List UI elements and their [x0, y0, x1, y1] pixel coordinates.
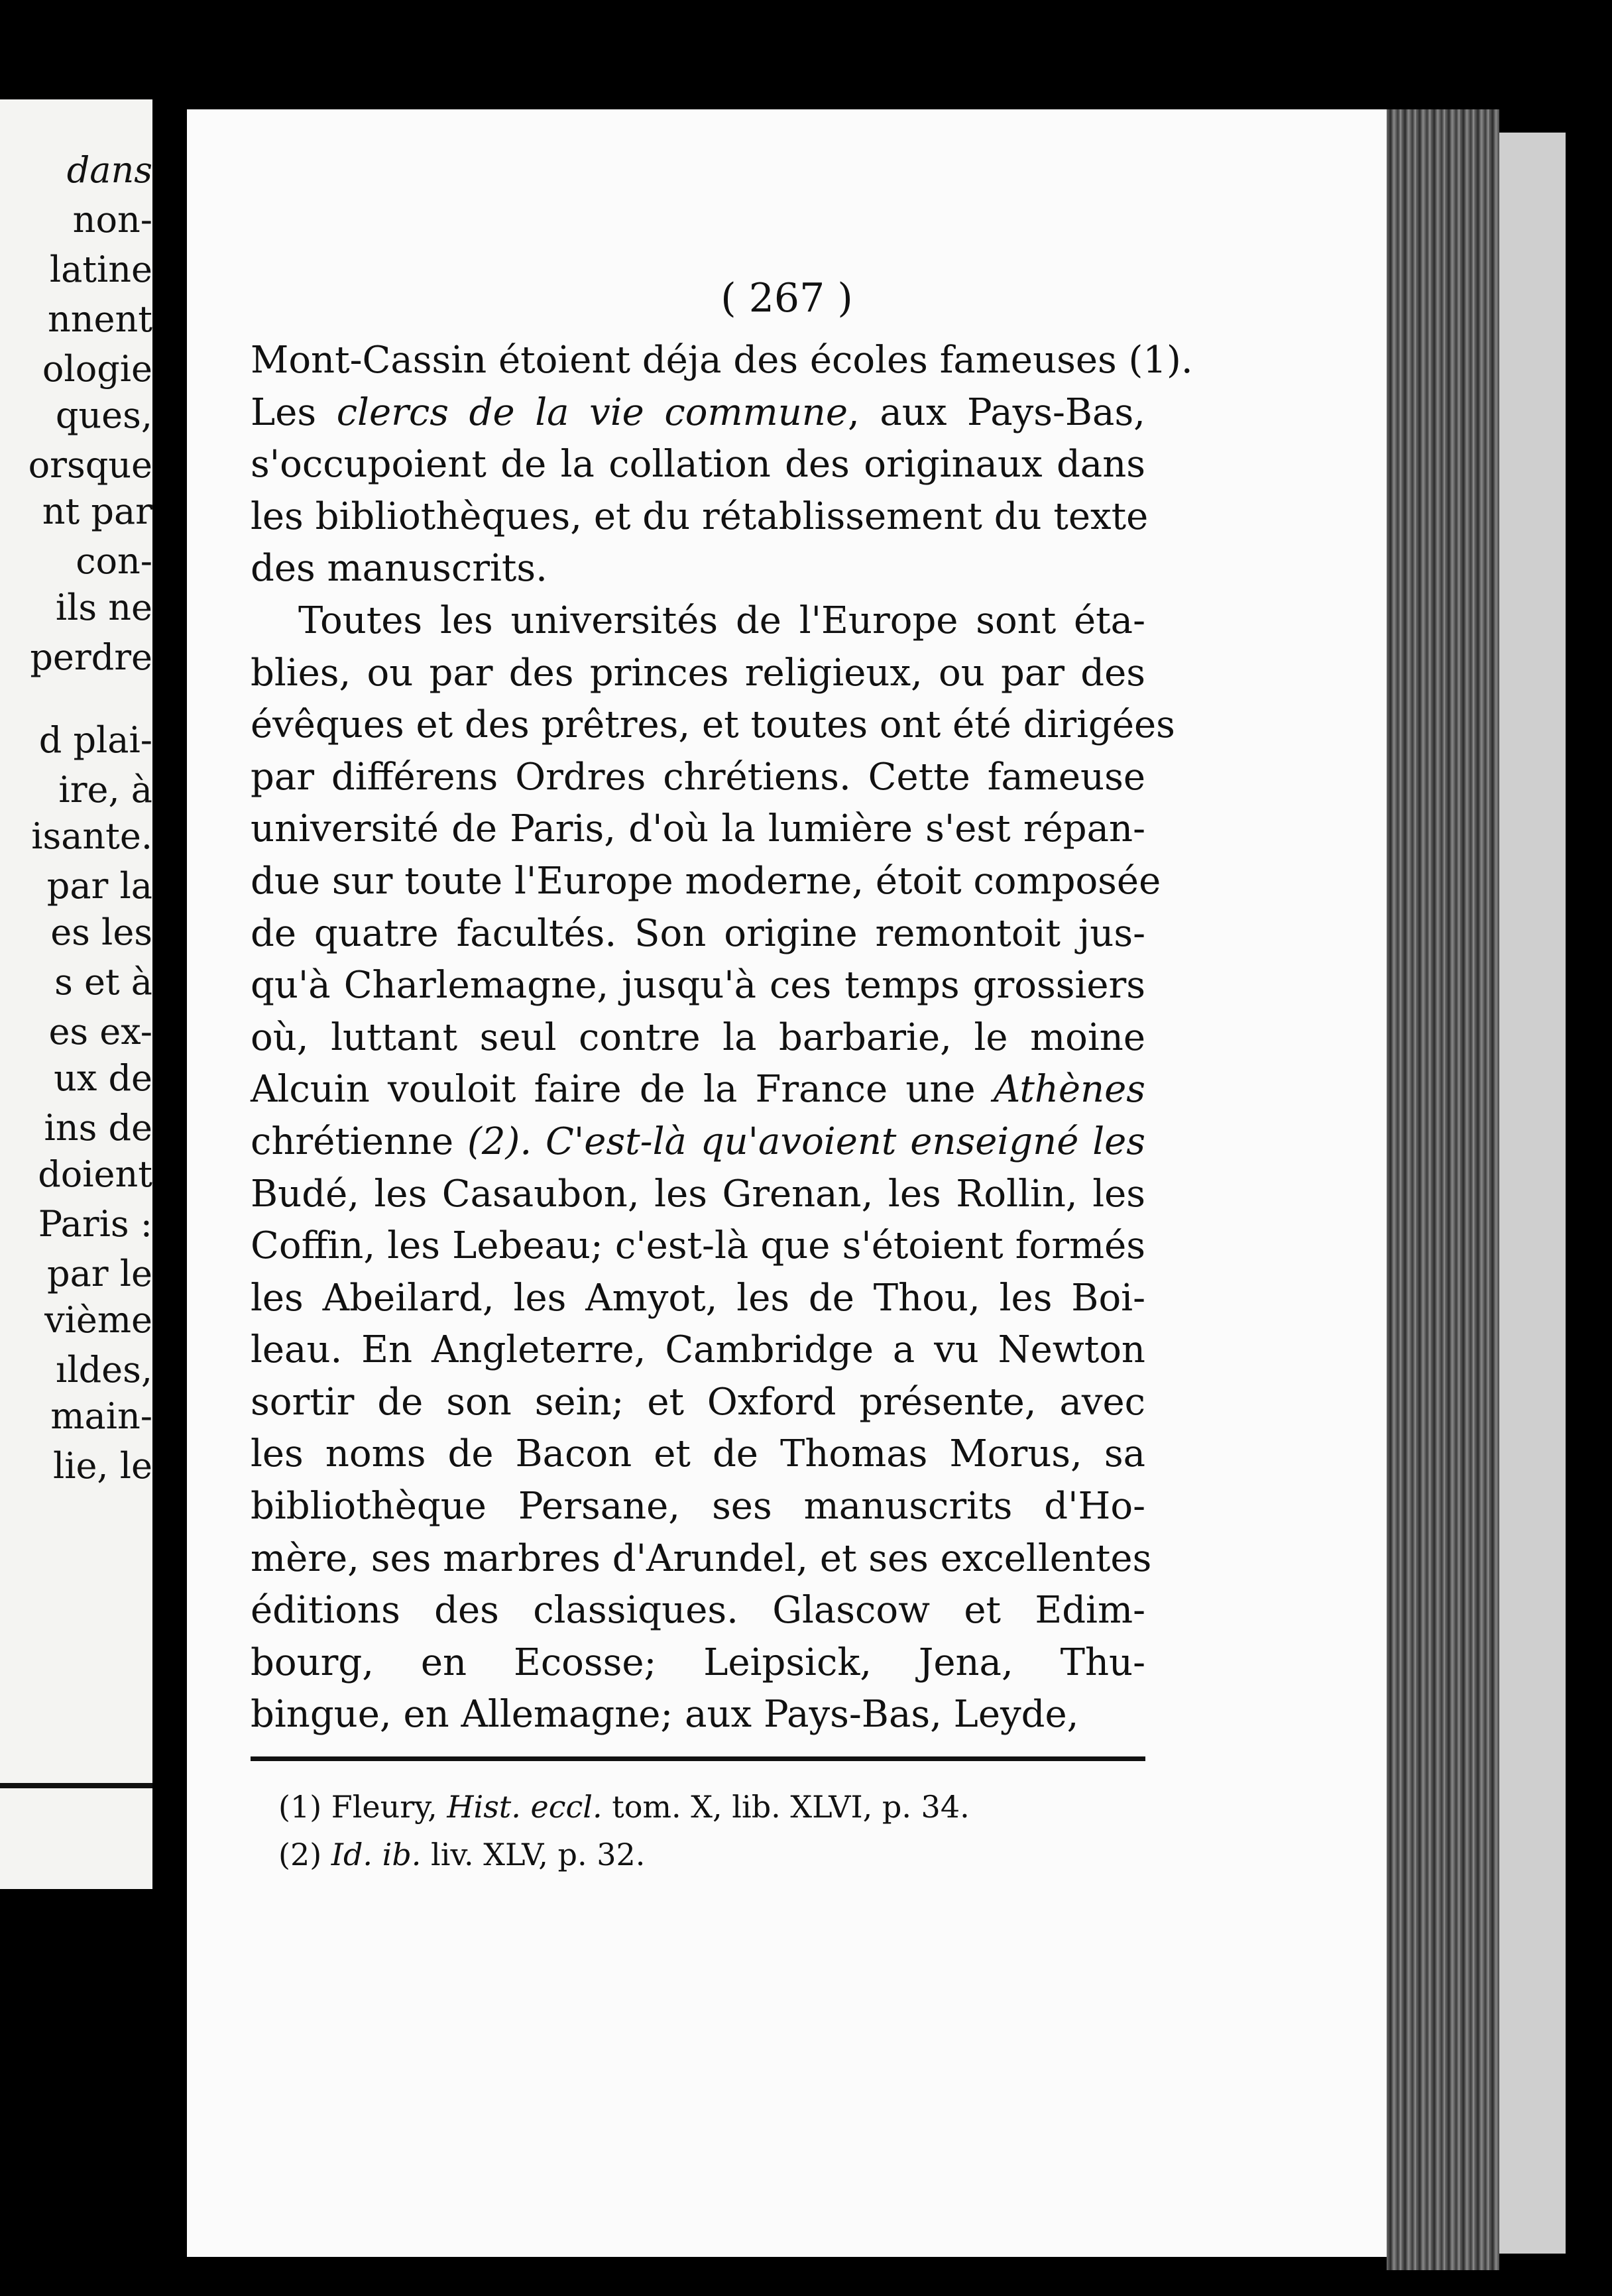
left-page-line: lie, le [52, 1445, 152, 1487]
left-page-line: con- [76, 540, 152, 582]
left-page-line: es les [50, 911, 152, 953]
left-page-line: doient [38, 1153, 152, 1195]
text-line: par différens Ordres chrétiens. Cette fameuse [251, 755, 1145, 799]
text-line: les bibliothèques, et du rétablissement du texte [251, 494, 1149, 538]
text-line: mère, ses marbres d'Arundel, et ses excellentes [251, 1536, 1152, 1580]
text-line: des manuscrits. [251, 547, 547, 591]
text-line: leau. En Angleterre, Cambridge a vu Newton [251, 1328, 1145, 1372]
left-page-line: non- [72, 199, 152, 241]
footnote-rule [251, 1756, 1145, 1761]
left-page-line: es ex- [48, 1011, 152, 1053]
footnote: (1) Fleury, Hist. eccl. tom. X, lib. XLVI, p. 34. [278, 1789, 970, 1825]
text-line: Budé, les Casaubon, les Grenan, les Rollin, les [251, 1172, 1145, 1216]
text-line: évêques et des prêtres, et toutes ont été dirigées [251, 703, 1175, 747]
text-line: bibliothèque Persane, ses manuscrits d'Ho- [251, 1485, 1145, 1528]
left-page-line: vième [44, 1299, 152, 1341]
text-line: les noms de Bacon et de Thomas Morus, sa [251, 1432, 1145, 1476]
text-line: éditions des classiques. Glascow et Edim- [251, 1589, 1145, 1633]
left-page-line: ologie [42, 348, 152, 390]
text-line: qu'à Charlemagne, jusqu'à ces temps grossiers [251, 964, 1145, 1007]
left-page-line: ux de [54, 1057, 152, 1099]
left-page-line: d plai- [38, 719, 152, 761]
text-line: bingue, en Allemagne; aux Pays-Bas, Leyde, [251, 1693, 1079, 1737]
left-page-line: Paris : [38, 1203, 152, 1245]
left-page-line: ils ne [55, 587, 152, 628]
left-page-line: ins de [44, 1107, 152, 1149]
left-page-line: par la [46, 865, 152, 907]
footnotes [278, 1783, 1140, 1878]
text-line: Coffin, les Lebeau; c'est-là que s'étoient formés [251, 1224, 1145, 1268]
text-line: s'occupoient de la collation des originaux dans [251, 443, 1145, 487]
body-text [251, 335, 1193, 1741]
text-line: où, luttant seul contre la barbarie, le moine [251, 1015, 1145, 1059]
left-page-line: orsque [28, 444, 152, 486]
text-line: de quatre facultés. Son origine remontoit jus- [251, 911, 1145, 955]
left-page-line: nt par [42, 490, 152, 532]
left-page-line: ques, [55, 394, 152, 436]
left-page-line: latine [49, 249, 152, 290]
text-line: les Abeilard, les Amyot, les de Thou, les Boi- [251, 1276, 1145, 1320]
text-line: Mont-Cassin étoient déja des écoles fameuses (1). [251, 339, 1193, 382]
text-line: université de Paris, d'où la lumière s'est répan- [251, 807, 1145, 851]
footnote: (2) Id. ib. liv. XLV, p. 32. [278, 1837, 646, 1872]
text-line: Les clercs de la vie commune, aux Pays-Bas, [251, 390, 1145, 434]
left-page-line: main- [50, 1395, 152, 1437]
text-line: Alcuin vouloit faire de la France une Athènes [251, 1068, 1145, 1112]
left-page-rule [0, 1783, 152, 1788]
text-line: due sur toute l'Europe moderne, étoit composée [251, 859, 1161, 903]
left-page-line: par le [47, 1253, 152, 1294]
text-line: blies, ou par des princes religieux, ou par des [251, 651, 1145, 695]
page-number: ( 267 ) [720, 275, 853, 321]
left-page-line: s et à [54, 961, 152, 1003]
left-page-line: ıldes, [56, 1349, 152, 1391]
text-line: bourg, en Ecosse; Leipsick, Jena, Thu- [251, 1640, 1145, 1684]
left-page-fragment [0, 99, 152, 1889]
text-line: Toutes les universités de l'Europe sont éta- [298, 599, 1145, 642]
text-line: chrétienne (2). C'est-là qu'avoient enseigné les [251, 1119, 1145, 1163]
left-page-line: isante. [31, 815, 152, 857]
left-page-line: nnent [48, 298, 152, 340]
page-edges [1387, 109, 1499, 2270]
left-page-line: perdre [30, 636, 152, 678]
text-line: sortir de son sein; et Oxford présente, avec [251, 1380, 1145, 1424]
left-page-line: dans [66, 149, 152, 191]
back-cover [1499, 133, 1566, 2254]
left-page-line: ire, à [58, 769, 152, 811]
